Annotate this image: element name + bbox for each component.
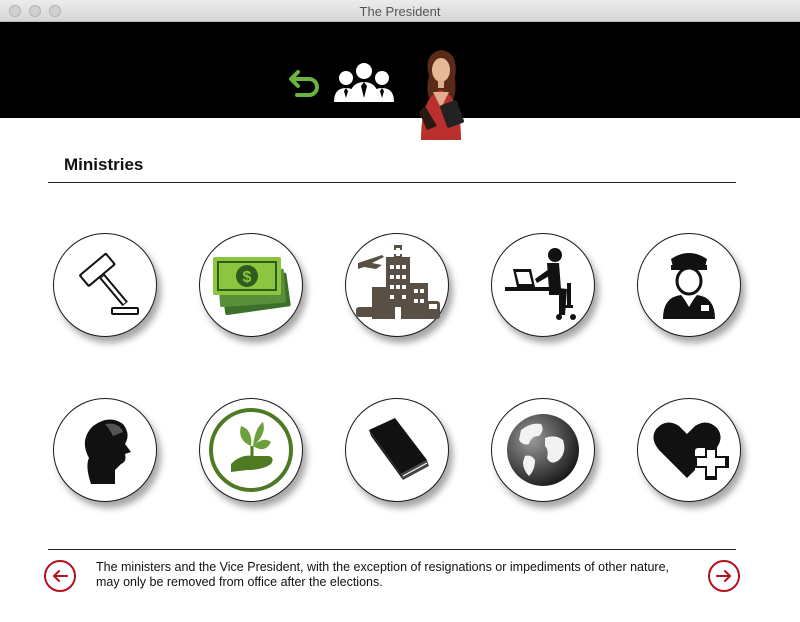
globe-icon [501, 408, 585, 492]
previous-button[interactable] [44, 560, 76, 592]
book-icon [355, 408, 439, 492]
gavel-icon [65, 245, 145, 325]
agriculture-icon [207, 406, 295, 494]
page-title: Ministries [64, 155, 144, 174]
back-arrow-icon[interactable] [288, 66, 322, 100]
divider [48, 549, 736, 550]
ministry-foreign-affairs-button[interactable] [491, 398, 595, 502]
ministry-security-button[interactable] [637, 233, 741, 337]
ministry-economy-button[interactable] [199, 233, 303, 337]
next-button[interactable] [708, 560, 740, 592]
health-icon [647, 408, 731, 492]
money-icon [205, 245, 297, 325]
head-profile-icon [65, 410, 145, 490]
ministry-education-button[interactable] [345, 398, 449, 502]
ministry-health-button[interactable] [637, 398, 741, 502]
office-worker-icon [501, 243, 585, 327]
arrow-right-icon [715, 569, 733, 583]
divider [48, 182, 736, 183]
title-bar [0, 0, 800, 22]
vice-president-avatar [413, 46, 469, 140]
header-bar [0, 22, 800, 118]
ministry-infrastructure-button[interactable] [345, 233, 449, 337]
info-text: The ministers and the Vice President, with the exception of resignations or impediments of other nature, may only be removed from office after the elections. [96, 560, 669, 589]
ministry-agriculture-button[interactable] [199, 398, 303, 502]
arrow-left-icon [51, 569, 69, 583]
window-title: The President [359, 4, 441, 19]
svg-text:$: $ [242, 269, 252, 286]
ministers-team-icon[interactable] [330, 62, 398, 126]
ministry-justice-button[interactable] [53, 233, 157, 337]
police-officer-icon [649, 245, 729, 325]
ministry-science-button[interactable] [53, 398, 157, 502]
infrastructure-icon [352, 243, 442, 327]
ministry-labor-button[interactable] [491, 233, 595, 337]
